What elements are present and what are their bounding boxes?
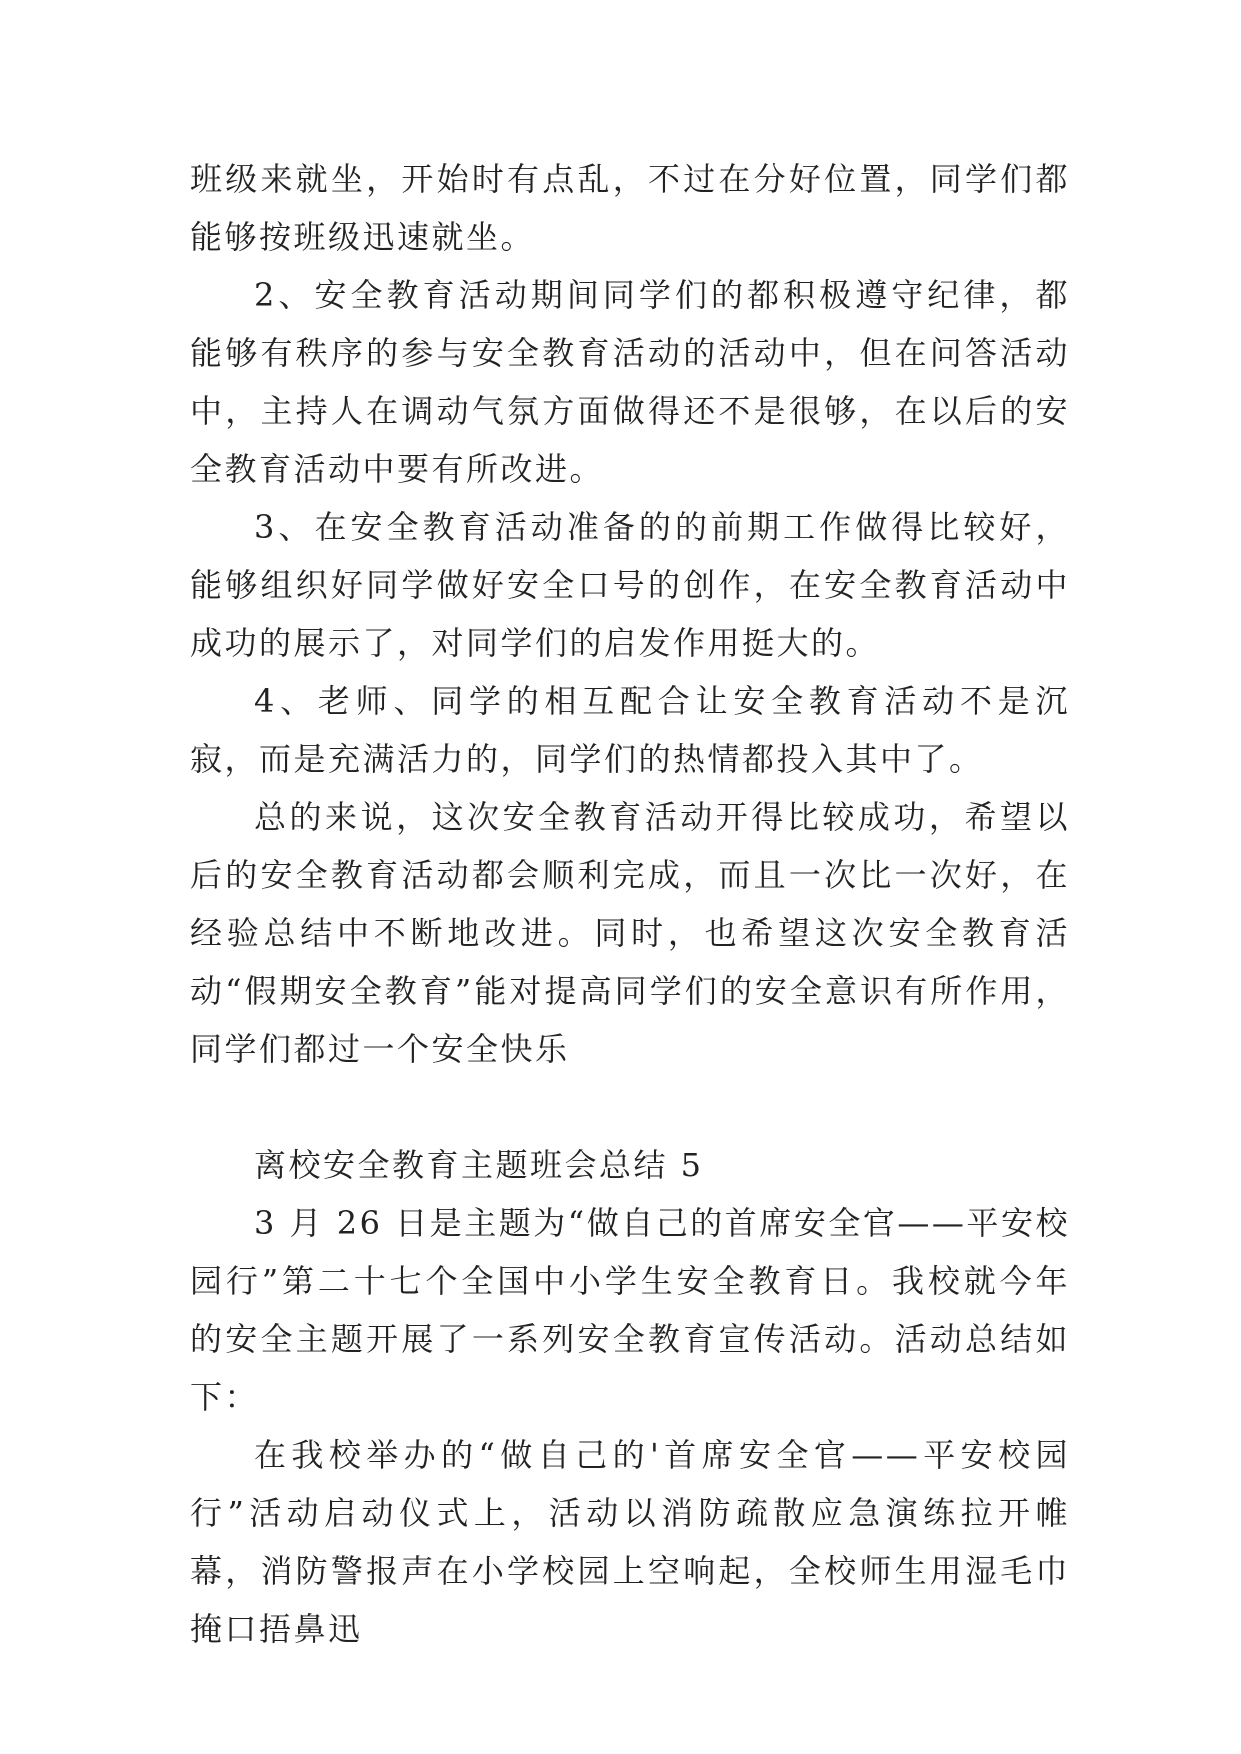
section-paragraph-event: 在我校举办的“做自己的'首席安全官——平安校园行”活动启动仪式上，活动以消防疏散应急演练拉开帷幕，消防警报声在小学校园上空响起，全校师生用湿毛巾掩口捂鼻迅 [190, 1436, 1070, 1648]
paragraph-summary: 总的来说，这次安全教育活动开得比较成功，希望以后的安全教育活动都会顺利完成，而且一次比一次好，在经验总结中不断地改进。同时，也希望这次安全教育活动“假期安全教育”能对提高同学们的安全意识有所作用，同学们都过一个安全快乐 [190, 798, 1070, 1068]
paragraph-continuation: 班级来就坐，开始时有点乱，不过在分好位置，同学们都能够按班级迅速就坐。 [190, 160, 1070, 256]
paragraph-item-3: 3、在安全教育活动准备的的前期工作做得比较好，能够组织好同学做好安全口号的创作，在安全教育活动中成功的展示了，对同学们的启发作用挺大的。 [190, 508, 1070, 662]
paragraph-item-2: 2、安全教育活动期间同学们的都积极遵守纪律，都能够有秩序的参与安全教育活动的活动中，但在问答活动中，主持人在调动气氛方面做得还不是很够，在以后的安全教育活动中要有所改进。 [190, 276, 1070, 488]
section-heading: 离校安全教育主题班会总结 5 [254, 1146, 704, 1184]
paragraph-item-4: 4、老师、同学的相互配合让安全教育活动不是沉寂，而是充满活力的，同学们的热情都投入其中了。 [190, 682, 1070, 778]
section-paragraph-intro: 3 月 26 日是主题为“做自己的首席安全官——平安校园行”第二十七个全国中小学生安全教育日。我校就今年的安全主题开展了一系列安全教育宣传活动。活动总结如下： [190, 1204, 1070, 1416]
document-body [190, 150, 1070, 1658]
